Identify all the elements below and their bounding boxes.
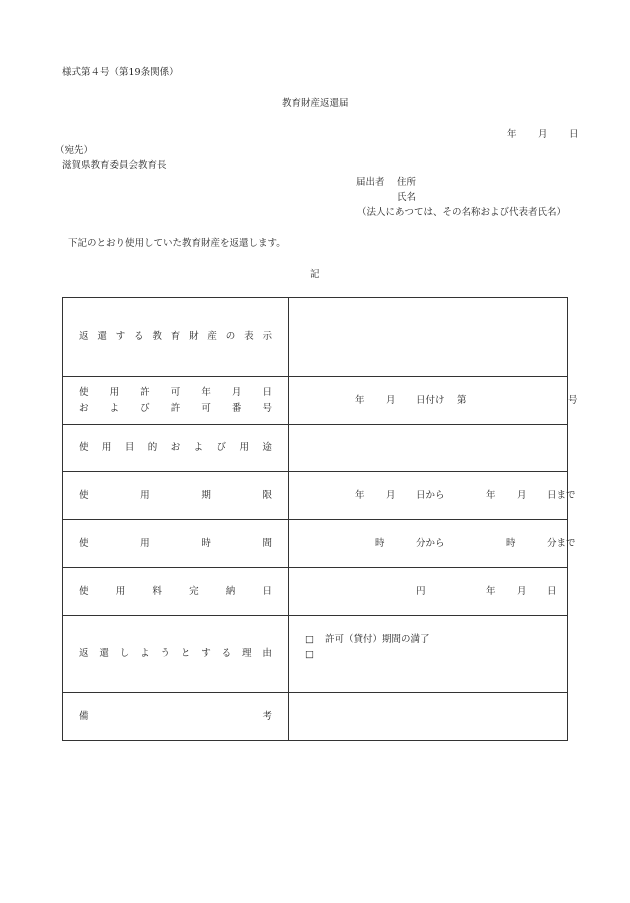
label-char: 用 bbox=[101, 442, 112, 454]
label-char: 備 bbox=[79, 710, 89, 722]
label-char: う bbox=[160, 648, 171, 660]
label-cell bbox=[63, 425, 289, 472]
label-char: 的 bbox=[147, 442, 158, 454]
statement: 下記のとおり使用していた教育財産を返還します。 bbox=[68, 238, 286, 249]
applicant-label: 届出者 bbox=[356, 177, 385, 188]
return-form-table bbox=[62, 297, 578, 741]
row-fee-paid-date bbox=[63, 568, 568, 616]
label-char: す bbox=[115, 331, 126, 343]
row-label bbox=[79, 648, 272, 659]
reason-option-expiry[interactable] bbox=[305, 634, 567, 645]
row-permit-date-number bbox=[63, 377, 568, 425]
row-return-reason bbox=[63, 616, 568, 693]
label-char: よ bbox=[109, 403, 120, 414]
label-char: 返 bbox=[79, 331, 89, 343]
label-char: 用 bbox=[140, 489, 150, 501]
unit-dai: 第 bbox=[457, 395, 467, 406]
unit-year: 年 bbox=[355, 395, 365, 406]
hours-field[interactable] bbox=[289, 520, 576, 568]
label-char: び bbox=[140, 403, 150, 414]
label-char: 返 bbox=[79, 648, 89, 660]
label-char: 用 bbox=[239, 442, 249, 454]
label-char: よ bbox=[193, 442, 204, 454]
unit-hour: 時 bbox=[506, 538, 516, 549]
label-char: 財 bbox=[189, 331, 199, 343]
name-label: 氏名 bbox=[397, 192, 417, 203]
unit-yen: 円 bbox=[416, 586, 426, 597]
property-description-field[interactable] bbox=[289, 298, 568, 377]
label-char: 用 bbox=[140, 537, 150, 549]
label-char: 還 bbox=[97, 331, 107, 343]
label-char: 可 bbox=[201, 403, 211, 414]
label-cell bbox=[63, 472, 289, 520]
permit-date-number-field[interactable] bbox=[289, 377, 578, 425]
row-label bbox=[79, 490, 272, 501]
reason-option-label: 許可（貸付）期間の満了 bbox=[325, 633, 430, 645]
label-char: 示 bbox=[262, 331, 272, 343]
form-number: 様式第４号（第19条関係） bbox=[62, 67, 179, 78]
label-char: 日 bbox=[262, 585, 272, 597]
label-char: と bbox=[180, 648, 191, 660]
label-char: 用 bbox=[109, 386, 120, 398]
label-char: 途 bbox=[262, 442, 272, 454]
label-cell bbox=[63, 520, 289, 568]
checkbox-icon[interactable]: □ bbox=[305, 633, 314, 645]
label-char: 使 bbox=[79, 585, 89, 597]
label-char: 理 bbox=[242, 648, 252, 660]
reason-option-other[interactable] bbox=[305, 649, 567, 660]
label-char: 限 bbox=[262, 489, 272, 501]
label-char: 表 bbox=[244, 331, 254, 343]
label-char: 使 bbox=[79, 386, 89, 398]
label-char: 許 bbox=[140, 386, 150, 398]
unit-until: 日まで bbox=[547, 490, 576, 501]
label-char: 完 bbox=[189, 585, 199, 597]
ki-label: 記 bbox=[310, 269, 320, 280]
label-char: 教 bbox=[152, 331, 162, 343]
row-label bbox=[79, 538, 272, 549]
label-char: る bbox=[221, 648, 232, 660]
row-label bbox=[79, 331, 272, 342]
row-period bbox=[63, 472, 568, 520]
unit-month: 月 bbox=[386, 395, 396, 406]
checkbox-icon[interactable]: □ bbox=[305, 649, 314, 660]
unit-from: 日から bbox=[416, 490, 445, 501]
label-char: 許 bbox=[170, 403, 181, 414]
label-char: る bbox=[134, 331, 144, 343]
label-char: お bbox=[79, 403, 89, 414]
unit-year: 年 bbox=[486, 490, 496, 501]
label-char: 間 bbox=[262, 537, 272, 549]
unit-month: 月 bbox=[517, 586, 527, 597]
label-char: 時 bbox=[201, 537, 211, 549]
unit-year: 年 bbox=[486, 586, 496, 597]
label-char: よ bbox=[140, 648, 150, 660]
label-char: お bbox=[170, 442, 181, 454]
date-year: 年 bbox=[507, 129, 517, 140]
row-label-line2 bbox=[79, 403, 272, 414]
label-char: 使 bbox=[79, 537, 89, 549]
label-char: 産 bbox=[207, 331, 217, 343]
label-char: 使 bbox=[79, 442, 89, 454]
period-field[interactable] bbox=[289, 472, 576, 520]
unit-go: 号 bbox=[568, 395, 578, 406]
label-char: 還 bbox=[99, 648, 109, 660]
label-char: 期 bbox=[201, 489, 211, 501]
label-char: 番 bbox=[231, 403, 242, 414]
label-char: の bbox=[225, 331, 236, 343]
label-char: 料 bbox=[152, 585, 162, 597]
addressee-prefix: （宛先） bbox=[55, 145, 94, 156]
unit-hour: 時 bbox=[375, 538, 385, 549]
unit-minute-until: 分まで bbox=[547, 538, 576, 549]
label-char: 育 bbox=[170, 331, 181, 343]
row-label bbox=[79, 442, 272, 453]
label-cell bbox=[63, 693, 289, 741]
label-char: 目 bbox=[124, 442, 135, 454]
label-char: し bbox=[119, 648, 130, 660]
label-char: 号 bbox=[262, 403, 272, 414]
corporation-note: （法人にあつては、その名称および代表者氏名） bbox=[357, 207, 567, 218]
label-char: び bbox=[216, 442, 227, 454]
label-char: 使 bbox=[79, 489, 89, 501]
label-char: 由 bbox=[262, 648, 272, 660]
unit-minute-from: 分から bbox=[416, 538, 445, 549]
return-reason-field bbox=[289, 616, 568, 693]
label-char: 月 bbox=[231, 386, 242, 398]
row-property-description bbox=[63, 298, 568, 377]
unit-month: 月 bbox=[517, 490, 527, 501]
document-title: 教育財産返還届 bbox=[282, 98, 349, 109]
label-cell bbox=[63, 616, 289, 693]
label-char: 考 bbox=[262, 710, 272, 722]
label-char: 日 bbox=[262, 386, 272, 398]
unit-month: 月 bbox=[386, 490, 396, 501]
fee-paid-date-field[interactable] bbox=[289, 568, 568, 616]
purpose-field[interactable] bbox=[289, 425, 568, 472]
label-char: 納 bbox=[225, 585, 236, 597]
row-label bbox=[79, 586, 272, 597]
remarks-field[interactable] bbox=[289, 693, 568, 741]
row-purpose bbox=[63, 425, 568, 472]
row-remarks bbox=[63, 693, 568, 741]
date-month: 月 bbox=[538, 129, 548, 140]
label-cell bbox=[63, 568, 289, 616]
label-char: 用 bbox=[115, 585, 126, 597]
row-label bbox=[79, 711, 272, 722]
row-label-line1 bbox=[79, 387, 272, 398]
label-char: 可 bbox=[170, 386, 181, 398]
label-char: 年 bbox=[201, 386, 211, 398]
label-cell bbox=[63, 377, 289, 425]
address-label: 住所 bbox=[397, 177, 417, 188]
addressee: 滋賀県教育委員会教育長 bbox=[62, 160, 167, 171]
unit-day: 日 bbox=[547, 586, 557, 597]
label-char: す bbox=[201, 648, 211, 660]
row-hours bbox=[63, 520, 568, 568]
label-cell bbox=[63, 298, 289, 377]
unit-year: 年 bbox=[355, 490, 365, 501]
unit-dated: 日付け bbox=[416, 395, 445, 406]
date-day: 日 bbox=[569, 129, 579, 140]
